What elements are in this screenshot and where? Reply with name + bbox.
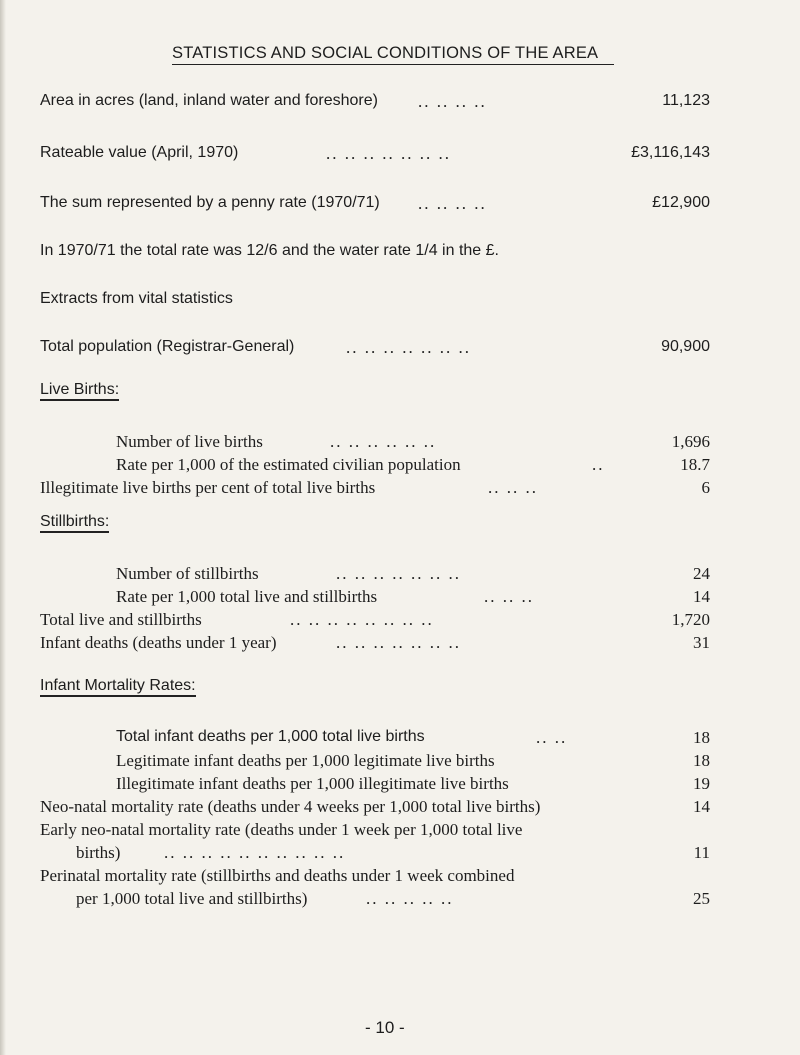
leader-dots: .. xyxy=(592,455,605,474)
table-row xyxy=(0,820,800,842)
early-neo-natal-value: 11 xyxy=(693,843,710,862)
live-births-rate-value: 18.7 xyxy=(680,455,710,474)
leader-dots: .. .. .. xyxy=(484,587,534,606)
early-neo-natal-label-cont: births) xyxy=(76,843,121,862)
table-row xyxy=(0,751,800,773)
illegitimate-infant-deaths-label: Illegitimate infant deaths per 1,000 illegitimate live births xyxy=(116,774,509,793)
area-row xyxy=(0,92,800,114)
neo-natal-label: Neo-natal mortality rate (deaths under 4 weeks per 1,000 total live births) xyxy=(40,797,541,816)
total-live-stillbirths-label: Total live and stillbirths xyxy=(40,610,202,629)
rateable-value-label: Rateable value (April, 1970) xyxy=(40,144,239,161)
area-label: Area in acres (land, inland water and foreshore) xyxy=(40,92,378,109)
infant-deaths-value: 31 xyxy=(693,633,710,652)
table-row xyxy=(0,432,800,454)
total-infant-deaths-value: 18 xyxy=(693,728,710,747)
penny-rate-label: The sum represented by a penny rate (1970/71) xyxy=(40,194,380,211)
perinatal-label-cont: per 1,000 total live and stillbirths) xyxy=(76,889,308,908)
leader-dots: .. .. .. .. .. .. .. xyxy=(336,633,461,652)
leader-dots: .. .. .. .. .. .. .. .. .. .. xyxy=(164,843,346,862)
page-number: - 10 - xyxy=(365,1018,405,1037)
penny-rate-value: £12,900 xyxy=(652,194,710,211)
leader-dots: .. .. .. .. xyxy=(418,194,487,213)
table-row xyxy=(0,455,800,477)
stillbirths-number-label: Number of stillbirths xyxy=(116,564,259,583)
total-infant-deaths-label: Total infant deaths per 1,000 total live births xyxy=(116,728,425,745)
population-row xyxy=(0,338,800,360)
penny-rate-row xyxy=(0,194,800,216)
leader-dots: .. .. .. xyxy=(488,478,538,497)
illegitimate-infant-deaths-value: 19 xyxy=(693,774,710,793)
table-row xyxy=(0,564,800,586)
rate-note: In 1970/71 the total rate was 12/6 and the water rate 1/4 in the £. xyxy=(40,242,499,259)
vital-statistics-heading: Extracts from vital statistics xyxy=(40,290,233,307)
leader-dots: .. .. .. .. .. .. .. xyxy=(326,144,451,163)
table-row xyxy=(0,843,800,865)
legitimate-infant-deaths-label: Legitimate infant deaths per 1,000 legitimate live births xyxy=(116,751,495,770)
table-row xyxy=(0,478,800,500)
stillbirths-rate-label: Rate per 1,000 total live and stillbirths xyxy=(116,587,378,606)
table-row xyxy=(0,610,800,632)
live-births-number-label: Number of live births xyxy=(116,432,263,451)
population-label: Total population (Registrar-General) xyxy=(40,338,295,355)
infant-mortality-heading: Infant Mortality Rates: xyxy=(40,677,196,697)
table-row xyxy=(0,587,800,609)
table-row xyxy=(0,774,800,796)
perinatal-value: 25 xyxy=(693,889,710,908)
leader-dots: .. .. .. .. .. .. .. xyxy=(346,338,471,357)
live-births-number-value: 1,696 xyxy=(671,432,710,451)
table-row xyxy=(0,797,800,819)
leader-dots: .. .. .. .. .. .. xyxy=(330,432,437,451)
leader-dots: .. .. .. .. .. .. .. xyxy=(336,564,461,583)
live-births-heading: Live Births: xyxy=(40,381,119,401)
leader-dots: .. .. .. .. .. xyxy=(366,889,454,908)
illegitimate-percent-value: 6 xyxy=(701,478,710,497)
stillbirths-heading: Stillbirths: xyxy=(40,513,109,533)
rateable-value-value: £3,116,143 xyxy=(631,144,710,161)
area-value: 11,123 xyxy=(662,92,710,109)
total-live-stillbirths-value: 1,720 xyxy=(671,610,710,629)
stillbirths-rate-value: 14 xyxy=(693,587,710,606)
table-row xyxy=(0,889,800,911)
infant-deaths-label: Infant deaths (deaths under 1 year) xyxy=(40,633,277,652)
early-neo-natal-label: Early neo-natal mortality rate (deaths under 1 week per 1,000 total live xyxy=(40,820,523,839)
legitimate-infant-deaths-value: 18 xyxy=(693,751,710,770)
stillbirths-number-value: 24 xyxy=(693,564,710,583)
table-row xyxy=(0,728,800,750)
perinatal-label: Perinatal mortality rate (stillbirths and deaths under 1 week combined xyxy=(40,866,515,885)
page-title: STATISTICS AND SOCIAL CONDITIONS OF THE AREA xyxy=(172,44,614,65)
illegitimate-percent-label: Illegitimate live births per cent of total live births xyxy=(40,478,376,497)
leader-dots: .. .. .. .. xyxy=(418,92,487,111)
live-births-rate-label: Rate per 1,000 of the estimated civilian population xyxy=(116,455,461,474)
table-row xyxy=(0,633,800,655)
table-row xyxy=(0,866,800,888)
leader-dots: .. .. xyxy=(536,728,568,747)
neo-natal-value: 14 xyxy=(693,797,710,816)
leader-dots: .. .. .. .. .. .. .. .. xyxy=(290,610,434,629)
rateable-value-row xyxy=(0,144,800,166)
population-value: 90,900 xyxy=(661,338,710,355)
